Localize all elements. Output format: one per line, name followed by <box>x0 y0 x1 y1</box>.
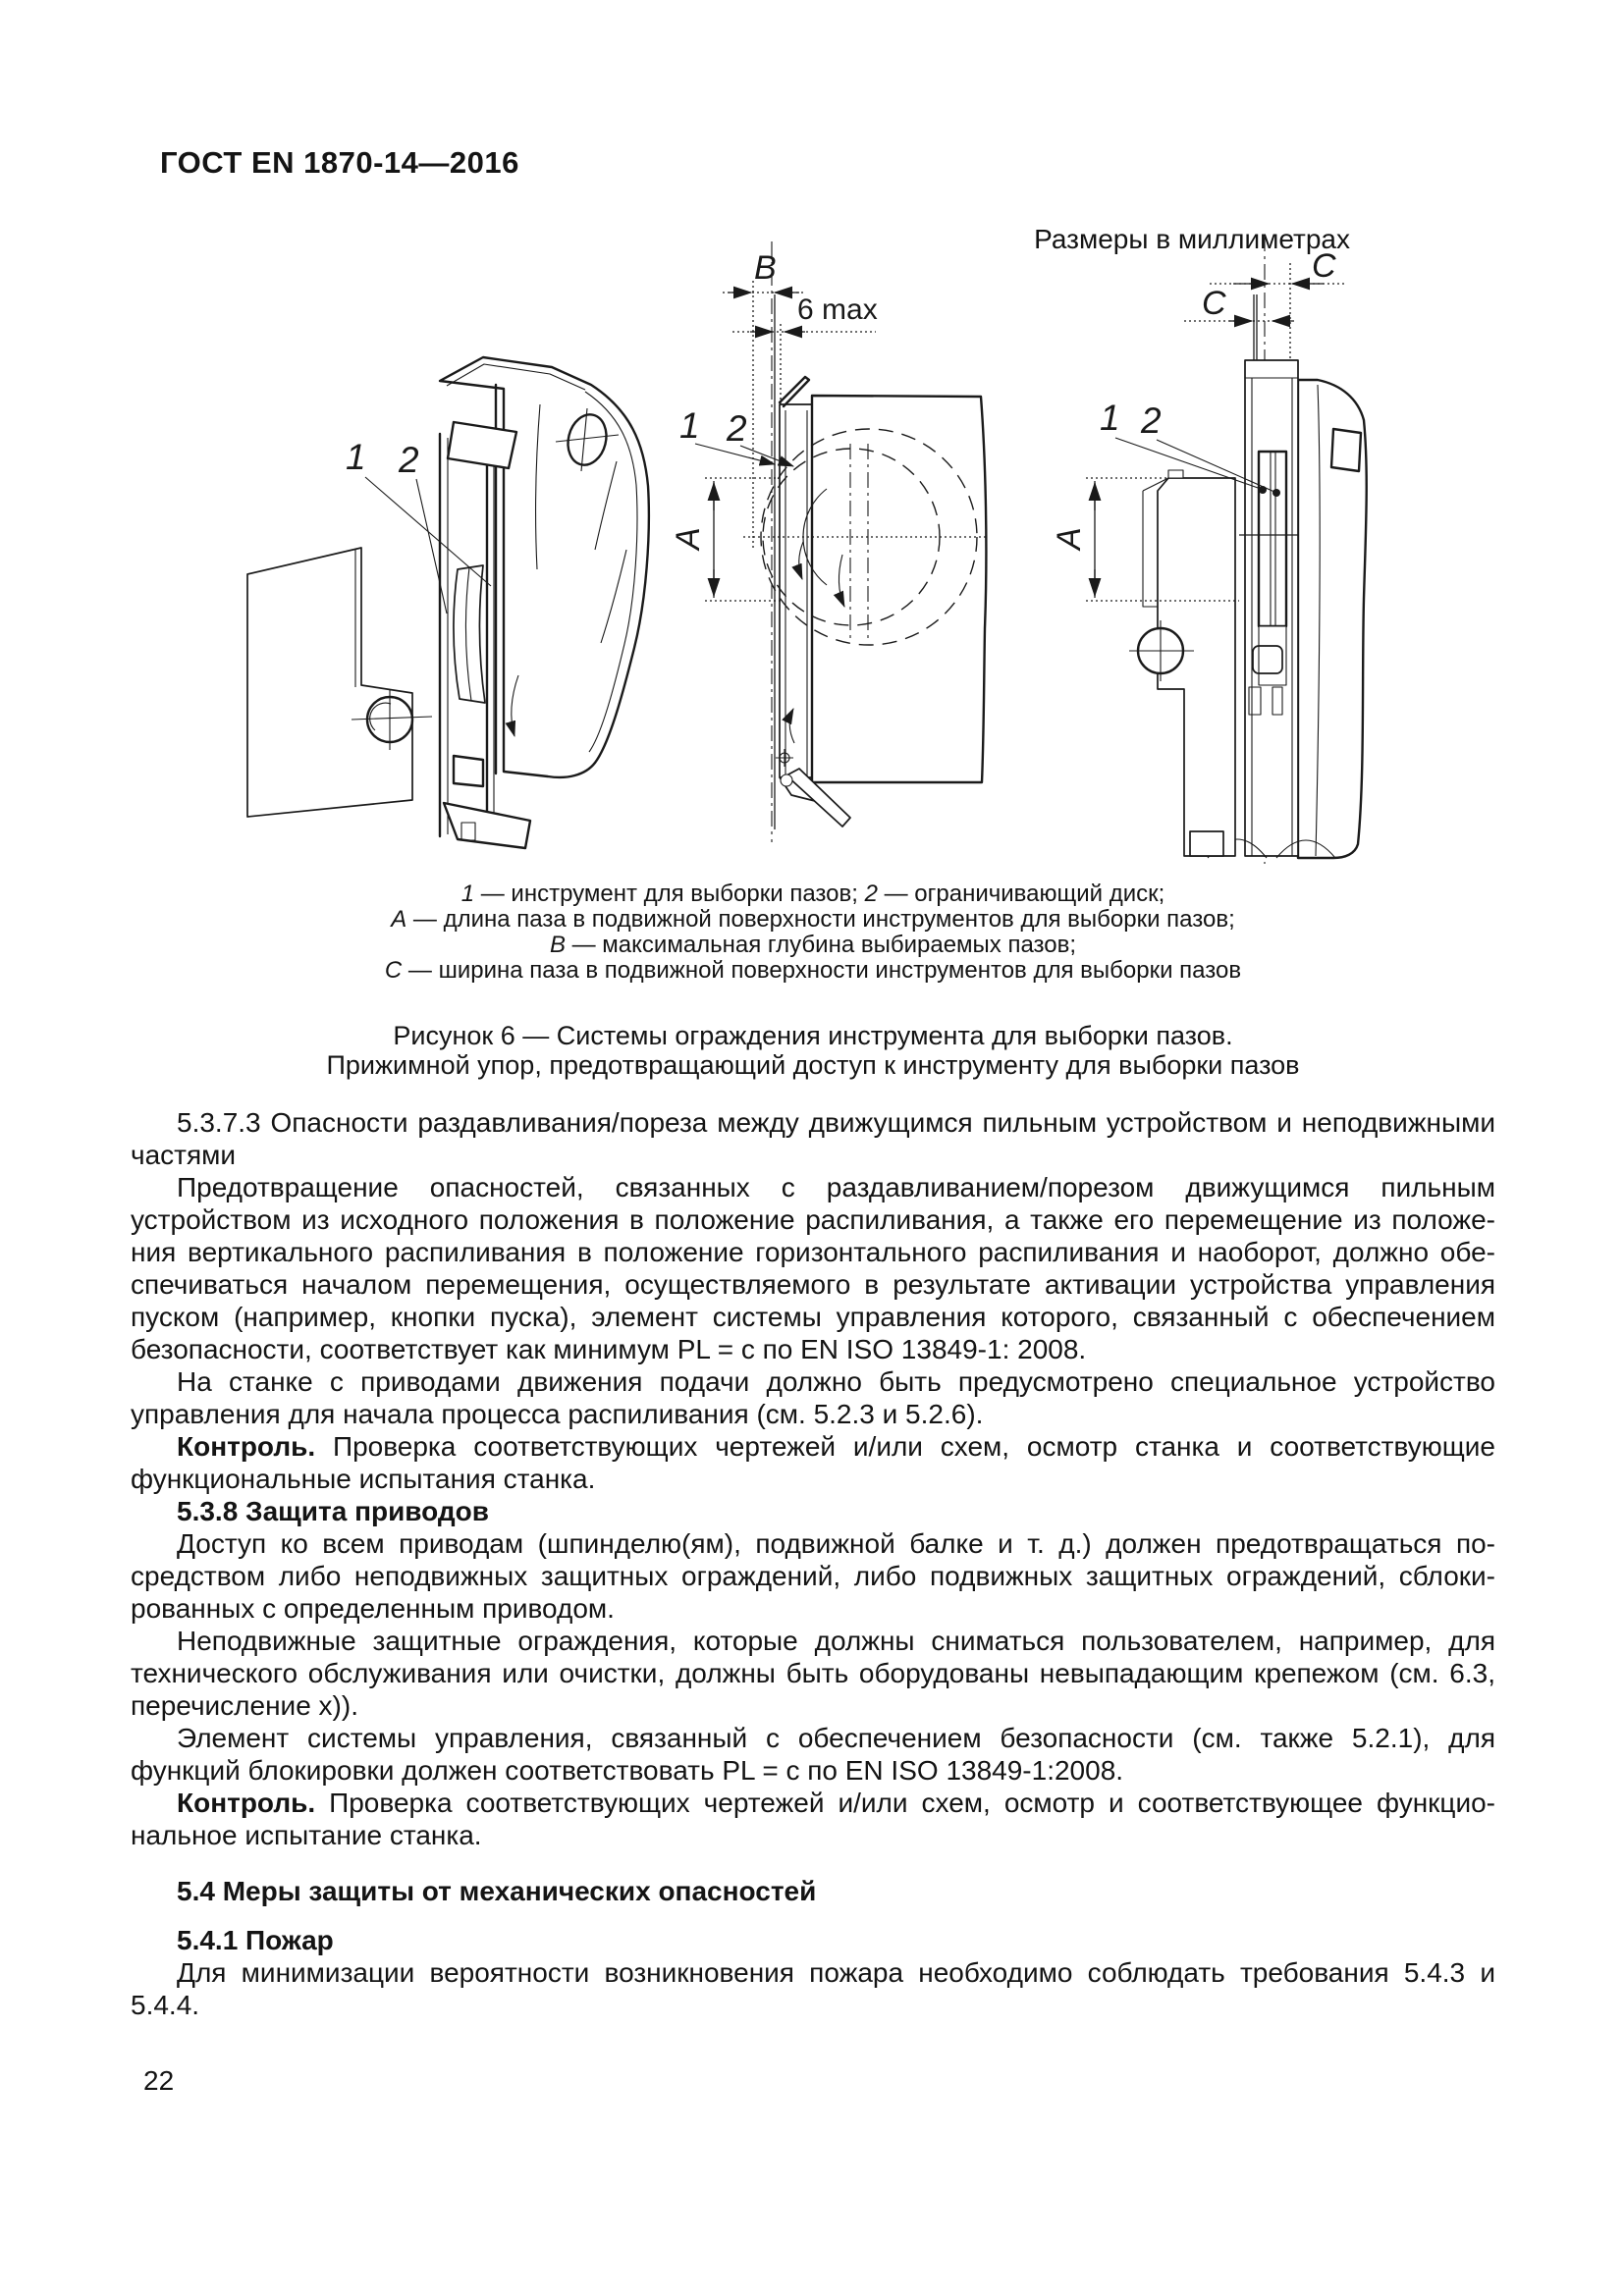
clause-5-4-heading: 5.4 Меры защиты от механических опасностей <box>177 1876 817 1906</box>
middle-side-view <box>670 241 987 842</box>
part-number-label: 1 <box>346 437 366 477</box>
legend-line: B — максимальная глубина выбираемых пазов; <box>549 932 1077 958</box>
figure-6-drawing <box>0 0 1624 883</box>
units-note: Размеры в миллиметрах <box>1034 224 1350 254</box>
clause-5-3-8-heading: 5.3.8 Защита приводов <box>177 1496 489 1526</box>
dimension-label-C: C <box>1312 247 1336 285</box>
paragraph: Доступ ко всем приводам (шпинделю(ям), подвижной балке и т. д.) должен предотвращаться посредством либо неподвижных защитных ограждений, либо подвижных защитных ограждений, сблокированных с определенным приводом. <box>131 1528 1495 1624</box>
part-number-label: 2 <box>727 408 747 449</box>
clause-5-3-7-3-heading: 5.3.7.3 Опасности раздавливания/пореза между движущимся пильным устройством и неподвижными частями <box>131 1107 1495 1170</box>
paragraph: Для минимизации вероятности возникновения пожара необходимо соблюдать требования 5.4.3 и 5.4.4. <box>131 1957 1495 2020</box>
figure-legend <box>131 881 1495 984</box>
right-side-view <box>1051 236 1367 864</box>
paragraph: Элемент системы управления, связанный с обеспечением безопасности (см. также 5.2.1), для функций блокировки должен соответствовать PL = с по EN ISO 13849-1:2008. <box>131 1723 1495 1786</box>
part-number-label: 2 <box>399 440 419 480</box>
paragraph: Неподвижные защитные ограждения, которые должны сниматься пользователем, например, для технического обслуживания или очистки, должны быть оборудованы невыпадающим крепежом (см. 6.3, перечисление x)). <box>131 1626 1495 1721</box>
left-isometric-view <box>247 357 649 848</box>
part-number-label: 1 <box>1100 398 1120 438</box>
clause-5-4-1-heading: 5.4.1 Пожар <box>177 1925 334 1955</box>
standard-designation: ГОСТ EN 1870-14—2016 <box>160 145 519 180</box>
dimension-label-C: C <box>1202 285 1226 322</box>
part-number-label: 2 <box>1141 400 1162 441</box>
control-label: Контроль. <box>177 1431 316 1462</box>
dimension-label-6max: 6 max <box>797 294 878 326</box>
legend-line: A — длина паза в подвижной поверхности инструментов для выборки пазов; <box>391 906 1235 933</box>
paragraph-control: Контроль. Проверка соответствующих чертежей и/или схем, осмотр и соответствующее функциональное испытание станка. <box>131 1788 1495 1850</box>
part-number-label: 1 <box>679 405 700 446</box>
paragraph-control: Контроль. Проверка соответствующих чертежей и/или схем, осмотр станка и соответствующие функциональные испытания станка. <box>131 1431 1495 1494</box>
figure-caption-line1: Рисунок 6 — Системы ограждения инструмента для выборки пазов. <box>393 1021 1233 1050</box>
page-number: 22 <box>143 2065 175 2096</box>
legend-line: 1 — инструмент для выборки пазов; 2 — ограничивающий диск; <box>460 881 1165 907</box>
paragraph: Предотвращение опасностей, связанных с раздавливанием/порезом движущимся пильным устройством из исходного положения в положение распиливания, а также его перемещение из положения вертикального распиливания в положение горизонтального распиливания и наоборот, должно обеспечиваться началом перемещения, осуществляемого в результате активации устройства управления пуском (например, кнопки пуска), элемент системы управления которого, связанный с обеспечением безопасности, соответствует как минимум PL = с по EN ISO 13849-1: 2008. <box>131 1172 1495 1364</box>
figure-caption <box>131 1021 1495 1080</box>
control-label: Контроль. <box>177 1788 316 1818</box>
legend-line: C — ширина паза в подвижной поверхности инструментов для выборки пазов <box>384 957 1242 984</box>
dimension-label-A: A <box>1051 527 1088 550</box>
dimension-label-A: A <box>670 527 707 550</box>
body-text <box>131 1106 1495 2021</box>
figure-caption-line2: Прижимной упор, предотвращающий доступ к инструменту для выборки пазов <box>326 1050 1300 1080</box>
dimension-label-B: B <box>754 249 777 287</box>
paragraph: На станке с приводами движения подачи должно быть предусмотрено специальное устройство управления для начала процесса распиливания (см. 5.2.3 и 5.2.6). <box>131 1366 1495 1429</box>
